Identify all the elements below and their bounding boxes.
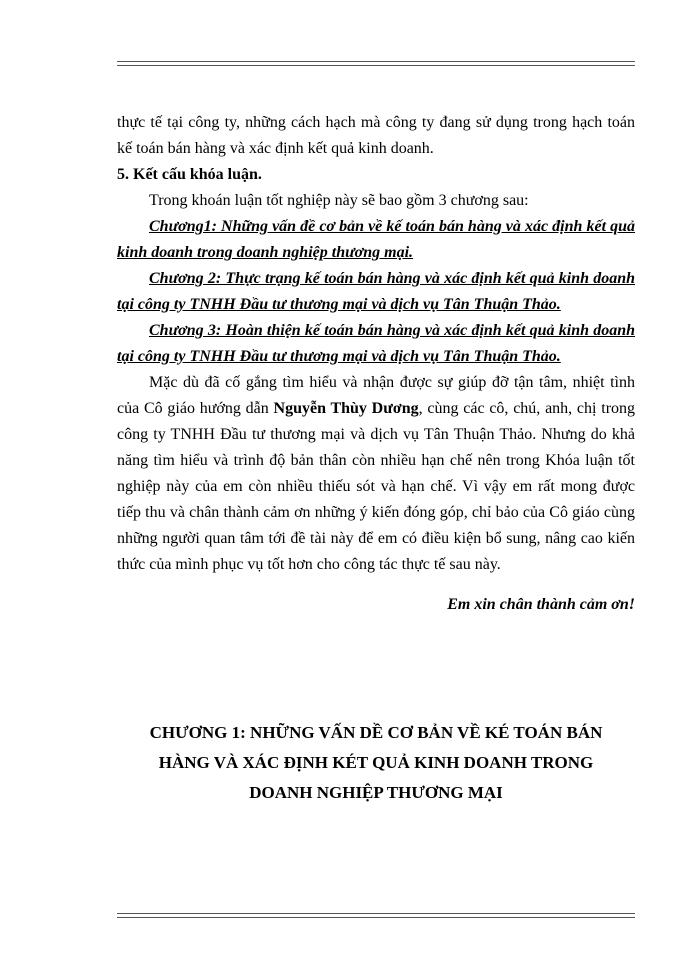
header-rule <box>117 61 635 66</box>
section-heading: 5. Kết cấu khóa luận. <box>117 166 262 183</box>
structure-intro: Trong khoán luận tốt nghiệp này sẽ bao gồm 3 chương sau: <box>149 192 529 209</box>
chapter-title-line-3: DOANH NGHIỆP THƯƠNG MẠI <box>249 783 503 802</box>
advisor-name: Nguyễn Thùy Dương <box>273 400 419 417</box>
acknowledgement-text-end: , cùng các cô, chú, anh, chị trong công ty TNHH Đầu tư thương mại và dịch vụ Tân Thuận Thảo. Nhưng do khả năng tìm hiểu và trình độ bản thân còn nhiều hạn chế nên trong Khóa luận tốt nghiệp này của em còn nhiều thiếu sót và hạn chế. Vì vậy em rất mong được tiếp thu và chân thành cảm ơn những ý kiến đóng góp, chỉ bảo của Cô giáo cùng những người quan tâm tới đề tài này để em có điều kiện bổ sung, nâng cao kiến thức của mình phục vụ tốt hơn cho công tác thực tế sau này. <box>117 400 636 573</box>
footer-rule <box>117 913 635 918</box>
chapter-title-line-2: HÀNG VÀ XÁC ĐỊNH KÉT QUẢ KINH DOANH TRONG <box>158 753 594 772</box>
chapter-1-summary: Chương1: Những vấn đề cơ bản về kế toán bán hàng và xác định kết quả kinh doanh trong doanh nghiệp thương mại. <box>117 218 635 261</box>
paragraph-intro-continuation: thực tế tại công ty, những cách hạch mà công ty đang sử dụng trong hạch toán kế toán bán hàng và xác định kết quả kinh doanh. <box>117 114 635 157</box>
body-text <box>117 110 635 618</box>
chapter-3-summary: Chương 3: Hoàn thiện kế toán bán hàng và xác định kết quả kinh doanh tại công ty TNHH Đầu tư thương mại và dịch vụ Tân Thuận Thảo. <box>117 322 635 365</box>
chapter-2-summary: Chương 2: Thực trạng kế toán bán hàng và xác định kết quả kinh doanh tại công ty TNHH Đầu tư thương mại và dịch vụ Tân Thuận Thảo. <box>117 270 635 313</box>
chapter-title <box>117 718 635 808</box>
acknowledgement-text-start: Mặc dù đã cố gắng tìm hiểu và nhận được sự giúp đỡ tận tâm, nhiệt tình của Cô giáo hướng dẫn <box>117 374 635 417</box>
chapter-title-line-1: CHƯƠNG 1: NHỮNG VẤN DỀ CƠ BẢN VỀ KÉ TOÁN BÁN <box>149 723 603 742</box>
acknowledgement-paragraph <box>117 370 635 578</box>
closing-thanks: Em xin chân thành cảm ơn! <box>447 596 635 613</box>
